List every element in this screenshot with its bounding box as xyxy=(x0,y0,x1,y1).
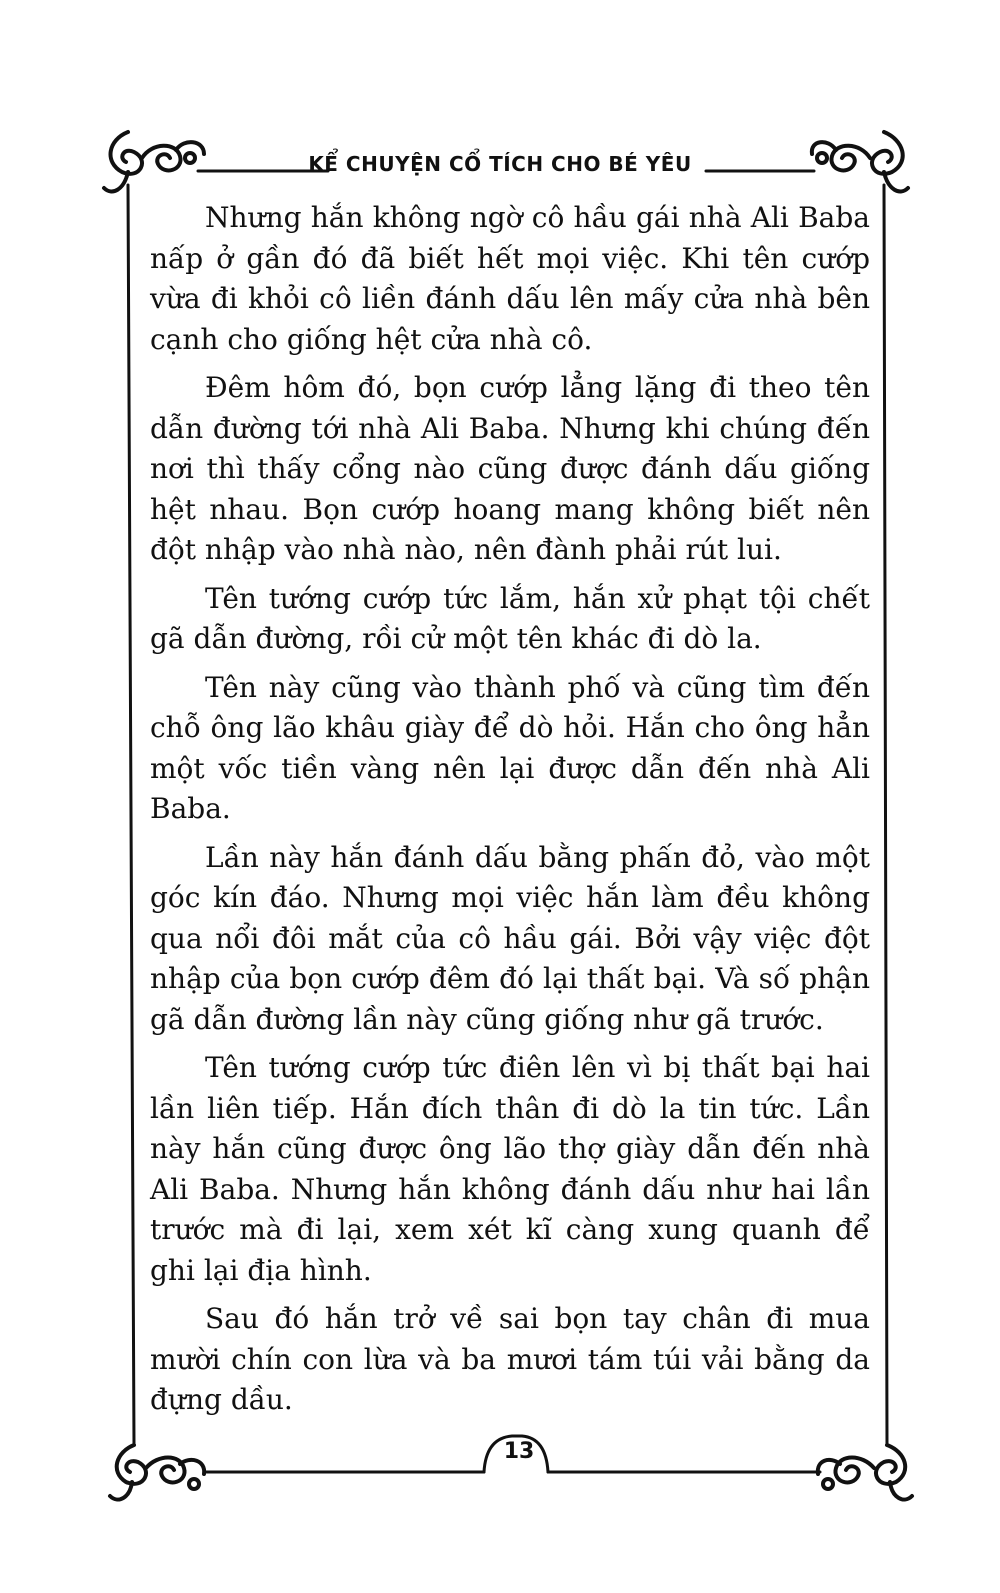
paragraph: Nhưng hắn không ngờ cô hầu gái nhà Ali Baba nấp ở gần đó đã biết hết mọi việc. Khi tên cướp vừa đi khỏi cô liền đánh dấu lên mấy cửa nhà bên cạnh cho giống hệt cửa nhà cô. xyxy=(150,201,870,356)
paragraph: Sau đó hắn trở về sai bọn tay chân đi mua mười chín con lừa và ba mươi tám túi vải bằng da đựng dầu. xyxy=(150,1302,870,1416)
page-number: 13 xyxy=(503,1439,535,1464)
flourish-bottom-left-icon xyxy=(110,1445,204,1500)
paragraph: Tên tướng cướp tức lắm, hắn xử phạt tội chết gã dẫn đường, rồi cử một tên khác đi dò la. xyxy=(150,581,870,655)
paragraph: Tên này cũng vào thành phố và cũng tìm đến chỗ ông lão khâu giày để dò hỏi. Hắn cho ông hẳn một vốc tiền vàng nên lại được dẫn đến nhà Ali Baba. xyxy=(150,670,870,825)
paragraph: Tên tướng cướp tức điên lên vì bị thất bại hai lần liên tiếp. Hắn đích thân đi dò la tin tức. Lần này hắn cũng được ông lão thợ giày dẫn đến nhà Ali Baba. Nhưng hắn không đánh dấu như hai lần trước mà đi lại, xem xét kĩ càng xung quanh để ghi lại địa hình. xyxy=(150,1051,870,1287)
frame-right-border xyxy=(884,185,887,1445)
paragraph: Lần này hắn đánh dấu bằng phấn đỏ, vào một góc kín đáo. Nhưng mọi việc hắn làm đều không qua nổi đôi mắt của cô hầu gái. Bởi vậy việc đột nhập của bọn cướp đêm đó lại thất bại. Và số phận gã dẫn đường lần này cũng giống như gã trước. xyxy=(150,840,870,1036)
running-header-title: KỂ CHUYỆN CỔ TÍCH CHO BÉ YÊU xyxy=(308,152,692,176)
story-text xyxy=(150,198,870,1429)
flourish-bottom-right-icon xyxy=(818,1445,912,1500)
paragraph: Đêm hôm đó, bọn cướp lẳng lặng đi theo tên dẫn đường tới nhà Ali Baba. Nhưng khi chúng đến nơi thì thấy cổng nào cũng được đánh dấu giống hệt nhau. Bọn cướp hoang mang không biết nên đột nhập vào nhà nào, nên đành phải rút lui. xyxy=(150,371,870,566)
frame-left-border xyxy=(128,185,134,1445)
